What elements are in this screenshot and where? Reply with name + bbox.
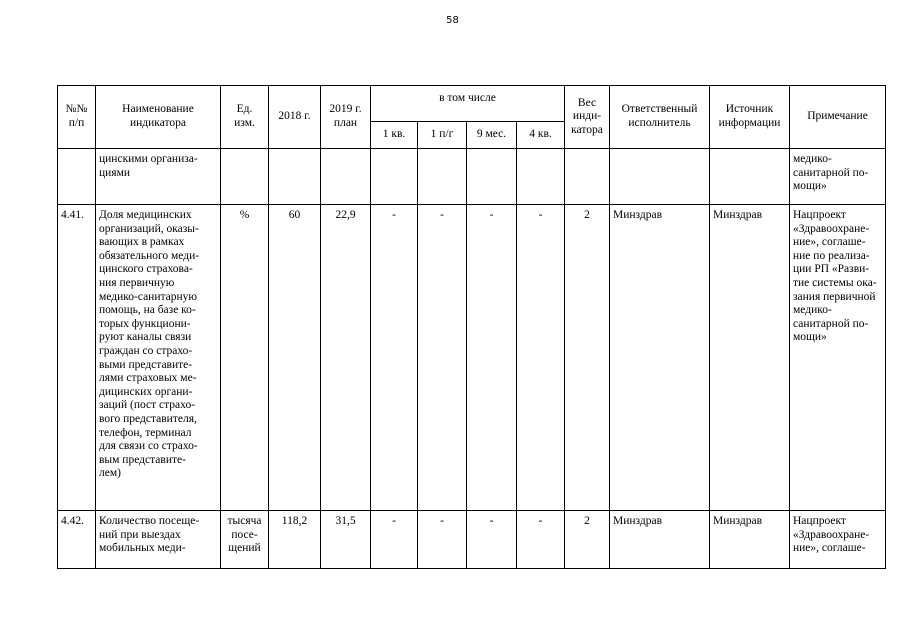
- col-header-note: Примечание: [790, 86, 886, 149]
- cell-weight: 2: [565, 205, 610, 511]
- cell-h1: -: [418, 205, 467, 511]
- table-row: [58, 149, 886, 205]
- cell-h1: -: [418, 511, 467, 569]
- cell-q4: -: [517, 205, 565, 511]
- table-row: [58, 205, 886, 511]
- cell-2019: 22,9: [321, 205, 371, 511]
- cell-q1: [371, 149, 418, 205]
- cell-9m: -: [467, 205, 517, 511]
- cell-responsible: Минздрав: [610, 511, 710, 569]
- col-header-9m: 9 мес.: [467, 122, 517, 149]
- cell-note: Нацпроект «Здравоохране- ние», соглаше- ние по реализа- ции РП «Разви- тие системы ока- зания первичной медико- санитарной по- мощи»: [790, 205, 886, 511]
- cell-q4: -: [517, 511, 565, 569]
- col-header-weight: Вес инди- катора: [565, 86, 610, 149]
- cell-responsible: Минздрав: [610, 205, 710, 511]
- indicators-table: [57, 85, 886, 569]
- cell-q4: [517, 149, 565, 205]
- cell-num: 4.42.: [58, 511, 96, 569]
- cell-num: 4.41.: [58, 205, 96, 511]
- cell-9m: [467, 149, 517, 205]
- cell-q1: -: [371, 511, 418, 569]
- cell-responsible: [610, 149, 710, 205]
- cell-source: [710, 149, 790, 205]
- col-header-num: №№ п/п: [58, 86, 96, 149]
- col-header-q1: 1 кв.: [371, 122, 418, 149]
- cell-name: Количество посеще- ний при выездах мобильных меди-: [96, 511, 221, 569]
- table-row: [58, 511, 886, 569]
- col-header-responsible: Ответственный исполнитель: [610, 86, 710, 149]
- col-header-q4: 4 кв.: [517, 122, 565, 149]
- page-number: 58: [446, 15, 459, 26]
- cell-2018: [269, 149, 321, 205]
- cell-weight: 2: [565, 511, 610, 569]
- cell-source: Минздрав: [710, 511, 790, 569]
- cell-2018: 60: [269, 205, 321, 511]
- cell-unit: тысяча посе- щений: [221, 511, 269, 569]
- cell-name: Доля медицинских организаций, оказы- вающих в рамках обязательного меди- цинского страхова- ния первичную медико-санитарную помощь, на базе ко- торых функциони- руют каналы связи граждан со страхо- выми представите- лями страховых ме- дицинских органи- заций (пост страхо- вого представителя, телефон, терминал для связи со страхо- вым представите- лем): [96, 205, 221, 511]
- cell-name: цинскими организа- циями: [96, 149, 221, 205]
- col-header-unit: Ед. изм.: [221, 86, 269, 149]
- cell-note: медико- санитарной по- мощи»: [790, 149, 886, 205]
- cell-unit: %: [221, 205, 269, 511]
- col-header-source: Источник информации: [710, 86, 790, 149]
- cell-2018: 118,2: [269, 511, 321, 569]
- col-header-2018: 2018 г.: [269, 86, 321, 149]
- cell-2019: [321, 149, 371, 205]
- cell-unit: [221, 149, 269, 205]
- cell-source: Минздрав: [710, 205, 790, 511]
- col-header-2019: 2019 г. план: [321, 86, 371, 149]
- cell-num: [58, 149, 96, 205]
- cell-weight: [565, 149, 610, 205]
- header-row-1: [58, 86, 886, 122]
- cell-h1: [418, 149, 467, 205]
- cell-9m: -: [467, 511, 517, 569]
- cell-q1: -: [371, 205, 418, 511]
- cell-note: Нацпроект «Здравоохране- ние», соглаше-: [790, 511, 886, 569]
- cell-2019: 31,5: [321, 511, 371, 569]
- col-header-h1: 1 п/г: [418, 122, 467, 149]
- col-header-name: Наименование индикатора: [96, 86, 221, 149]
- col-header-including: в том числе: [371, 86, 565, 122]
